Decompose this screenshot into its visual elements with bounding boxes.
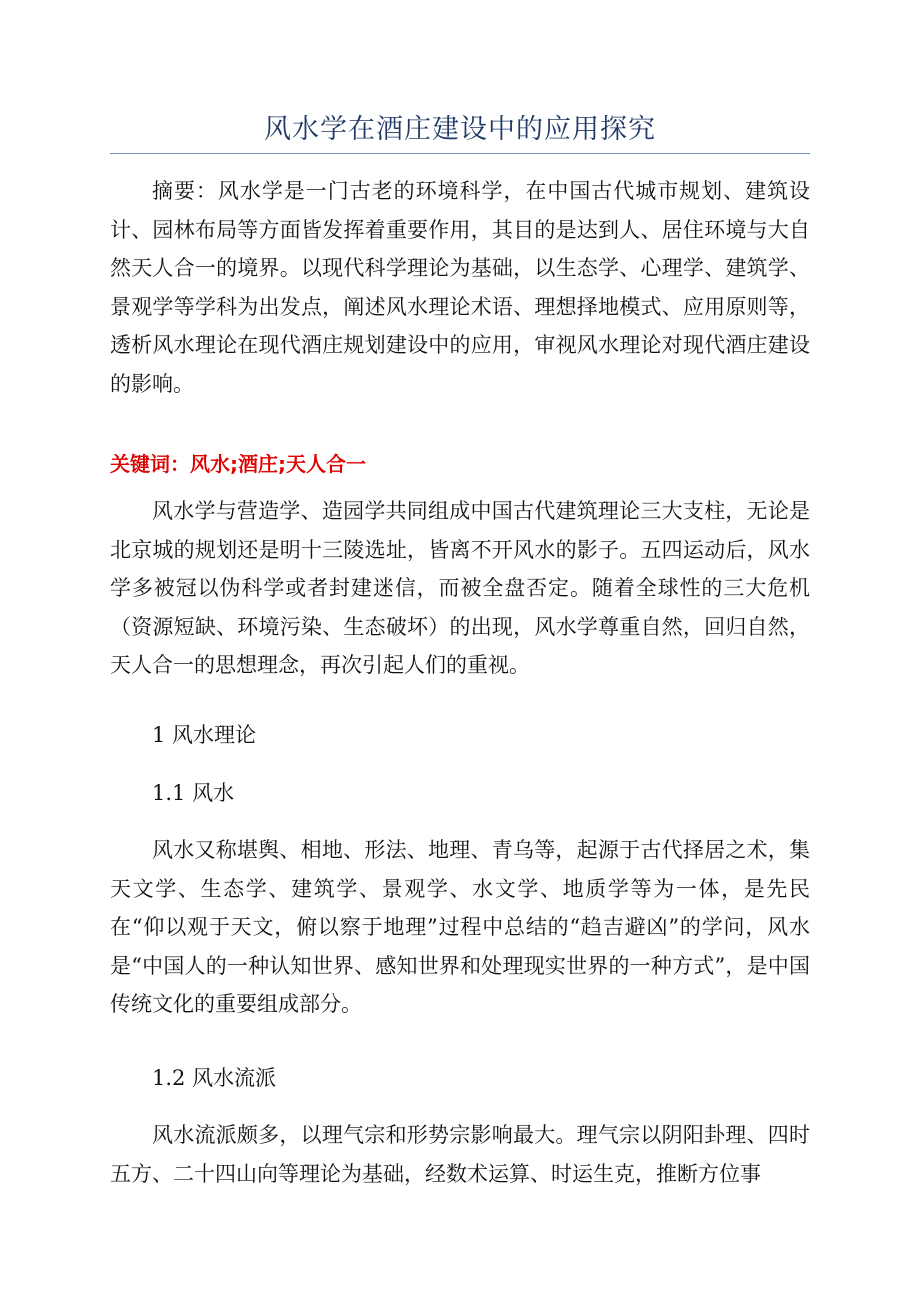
abstract-paragraph: 摘要：风水学是一门古老的环境科学，在中国古代城市规划、建筑设计、园林布局等方面皆发挥着重要作用，其目的是达到人、居住环境与大自然天人合一的境界。以现代科学理论为基础，以生态学、心理学、建筑学、景观学等学科为出发点，阐述风水理论术语、理想择地模式、应用原则等，透析风水理论在现代酒庄规划建设中的应用，审视风水理论对现代酒庄建设的影响。 xyxy=(110,179,810,396)
intro-paragraph: 风水学与营造学、造园学共同组成中国古代建筑理论三大支柱，无论是北京城的规划还是明十三陵选址，皆离不开风水的影子。五四运动后，风水学多被冠以伪科学或者封建迷信，而被全盘否定。随着全球性的三大危机（资源短缺、环境污染、生态破坏）的出现，风水学尊重自然，回归自然，天人合一的思想理念，再次引起人们的重视。 xyxy=(110,499,810,677)
section-1-1-paragraph: 风水又称堪舆、相地、形法、地理、青乌等，起源于古代择居之术，集天文学、生态学、建筑学、景观学、水文学、地质学等为一体，是先民在“仰以观于天文，俯以察于地理”过程中总结的“趋吉避凶”的学问，风水是“中国人的一种认知世界、感知世界和处理现实世界的一种方式”，是中国传统文化的重要组成部分。 xyxy=(110,838,810,1016)
section-1-2-heading: 1.2 风水流派 xyxy=(152,1066,277,1090)
section-1-1-heading: 1.1 风水 xyxy=(152,781,235,805)
title-underline-divider xyxy=(110,153,810,154)
section-1-2-paragraph: 风水流派颇多，以理气宗和形势宗影响最大。理气宗以阴阳卦理、四时五方、二十四山向等理论为基础，经数术运算、时运生克，推断方位事 xyxy=(110,1123,810,1186)
document-title: 风水学在酒庄建设中的应用探究 xyxy=(264,114,656,145)
document-page xyxy=(110,0,810,1302)
section-1-heading: 1 风水理论 xyxy=(152,723,257,747)
keywords-line: 关键词：风水;酒庄;天人合一 xyxy=(110,452,366,476)
